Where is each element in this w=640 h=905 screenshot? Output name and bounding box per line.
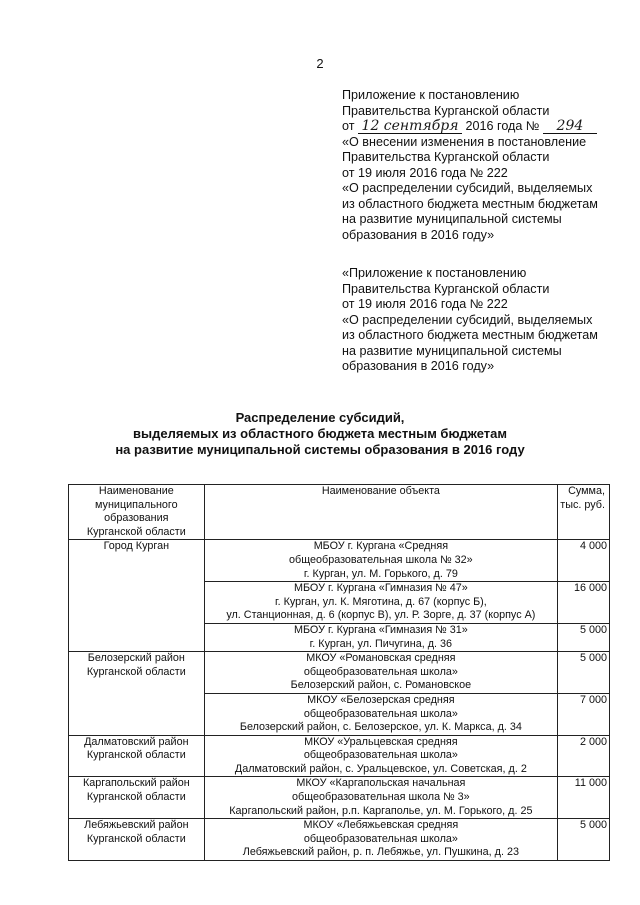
- header-line: Курганской области: [86, 525, 186, 538]
- table-row: [69, 735, 610, 777]
- appendix-line: из областного бюджета местным бюджетам: [342, 328, 598, 342]
- object-line: общеобразовательная школа»: [303, 832, 458, 845]
- object-cell: [204, 819, 557, 861]
- title-line: на развитие муниципальной системы образования в 2016 году: [115, 442, 525, 457]
- object-line: общеобразовательная школа № 3»: [292, 791, 470, 804]
- object-line: МБОУ г. Кургана «Гимназия № 47»: [293, 582, 468, 595]
- title-line: выделяемых из областного бюджета местным бюджетам: [133, 426, 507, 441]
- municipality-cell: [69, 777, 205, 819]
- object-cell: [204, 777, 557, 819]
- object-line: общеобразовательная школа»: [303, 749, 458, 762]
- object-cell: [204, 735, 557, 777]
- header-line: Наименование: [98, 485, 174, 497]
- table-row: [69, 652, 610, 694]
- table-row: [69, 777, 610, 819]
- object-line: МКОУ «Уральцевская средняя: [304, 735, 458, 748]
- appendix-line: Правительства Курганской области: [342, 103, 550, 118]
- appendix-line: от 19 июля 2016 года № 222: [342, 165, 508, 180]
- municipality-line: Каргапольский район: [82, 777, 190, 790]
- header-line: муниципального: [95, 498, 178, 511]
- municipality-cell: [69, 819, 205, 861]
- object-line: Белозерский район, с. Романовское: [290, 679, 472, 692]
- object-line: г. Курган, ул. М. Горького, д. 79: [303, 567, 458, 580]
- handwritten-date: 12 сентября: [358, 120, 462, 134]
- sum-cell: 5 000: [558, 819, 610, 861]
- appendix-line: на развитие муниципальной системы: [342, 212, 562, 226]
- municipality-line: Белозерский район: [87, 652, 185, 665]
- table-row: [69, 819, 610, 861]
- appendix-line: «Приложение к постановлению: [342, 266, 527, 280]
- object-line: Каргапольский район, р.п. Каргаполье, ул. М. Горького, д. 25: [229, 804, 533, 817]
- sum-cell: 7 000: [558, 693, 610, 735]
- appendix-line: от 19 июля 2016 года № 222: [342, 297, 508, 311]
- sum-cell: 2 000: [558, 735, 610, 777]
- object-line: г. Курган, ул. К. Мяготина, д. 67 (корпус Б),: [274, 595, 487, 608]
- subsidies-table: [68, 484, 610, 861]
- page-number: 2: [316, 56, 324, 71]
- municipality-cell: [69, 652, 205, 736]
- header-line: Сумма,: [568, 485, 605, 497]
- object-cell: [204, 652, 557, 694]
- date-year: 2016 года №: [465, 119, 540, 133]
- object-line: Далматовский район, с. Уральцевское, ул. Советская, д. 2: [234, 762, 527, 775]
- object-line: общеобразовательная школа № 32»: [289, 553, 473, 566]
- header-municipality: [69, 485, 205, 540]
- object-line: МКОУ «Лебяжьевская средняя: [303, 819, 459, 832]
- appendix-line: на развитие муниципальной системы: [342, 343, 562, 358]
- header-object: Наименование объекта: [204, 485, 557, 540]
- date-prefix: от: [342, 119, 355, 133]
- object-line: МКОУ «Белозерская средняя: [307, 693, 455, 706]
- appendix-line: «О распределении субсидий, выделяемых: [342, 312, 593, 327]
- document-title: [0, 410, 640, 458]
- appendix-line: Правительства Курганской области: [342, 150, 550, 164]
- appendix-line: Приложение к постановлению: [342, 88, 520, 102]
- municipality-cell: [69, 735, 205, 777]
- sum-cell: 5 000: [558, 652, 610, 694]
- sum-cell: 16 000: [558, 582, 610, 624]
- object-line: общеобразовательная школа»: [303, 665, 458, 678]
- object-line: общеобразовательная школа»: [303, 707, 458, 720]
- municipality-line: Курганской области: [86, 665, 186, 678]
- table-body: [69, 540, 610, 861]
- municipality-line: Лебяжьевский район: [84, 819, 189, 832]
- table-row: [69, 540, 610, 582]
- table-header-row: [69, 485, 610, 540]
- object-line: Белозерский район, с. Белозерское, ул. К. Маркса, д. 34: [239, 721, 522, 734]
- municipality-line: Далматовский район: [84, 735, 189, 748]
- municipality-line: Курганской области: [86, 749, 186, 762]
- appendix-line: образования в 2016 году»: [342, 227, 495, 242]
- object-line: МКОУ «Каргапольская начальная: [296, 777, 466, 790]
- sum-cell: 4 000: [558, 540, 610, 582]
- header-line: образования: [104, 512, 169, 525]
- object-line: г. Курган, ул. Пичугина, д. 36: [309, 637, 453, 650]
- appendix-line: из областного бюджета местным бюджетам: [342, 196, 598, 211]
- sum-cell: 5 000: [558, 623, 610, 651]
- title-line: Распределение субсидий,: [235, 410, 405, 425]
- appendix-date-line: [342, 119, 632, 135]
- object-cell: [204, 693, 557, 735]
- header-sum: [558, 485, 610, 540]
- object-line: МБОУ г. Кургана «Средняя: [313, 540, 449, 553]
- municipality-cell: [69, 540, 205, 652]
- appendix-header: [342, 88, 632, 243]
- sum-cell: 11 000: [558, 777, 610, 819]
- appendix-line: Правительства Курганской области: [342, 281, 550, 296]
- object-line: МКОУ «Романовская средняя: [306, 652, 456, 665]
- municipality-line: Город Курган: [103, 540, 170, 553]
- object-cell: [204, 582, 557, 624]
- object-line: МБОУ г. Кургана «Гимназия № 31»: [293, 623, 468, 636]
- appendix-line: «О распределении субсидий, выделяемых: [342, 181, 593, 195]
- header-line: тыс. руб.: [560, 498, 605, 511]
- municipality-line: Курганской области: [86, 791, 186, 804]
- appendix-original-header: [342, 266, 632, 375]
- appendix-line: образования в 2016 году»: [342, 359, 495, 373]
- handwritten-number: 294: [543, 120, 597, 134]
- appendix-line: «О внесении изменения в постановление: [342, 134, 587, 149]
- municipality-line: Курганской области: [86, 832, 186, 845]
- object-line: ул. Станционная, д. 6 (корпус В), ул. Р. Зорге, д. 37 (корпус А): [226, 609, 536, 622]
- object-line: Лебяжьевский район, р. п. Лебяжье, ул. Пушкина, д. 23: [242, 846, 519, 859]
- object-cell: [204, 540, 557, 582]
- object-cell: [204, 623, 557, 651]
